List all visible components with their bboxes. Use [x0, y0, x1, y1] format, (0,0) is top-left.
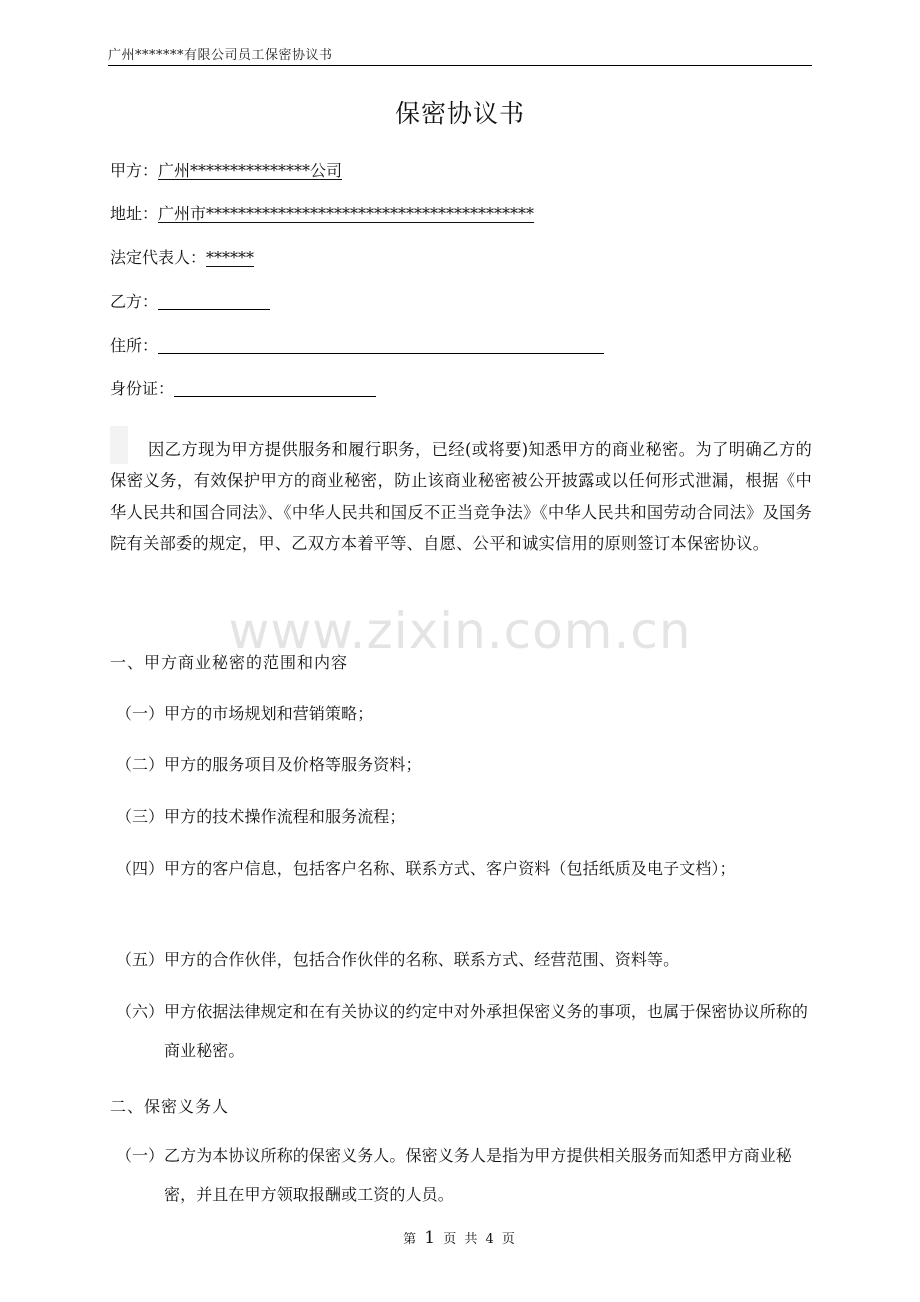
section-1-item-4 — [116, 849, 816, 888]
residence-blank[interactable] — [158, 337, 604, 354]
item-text: 甲方的服务项目及价格等服务资料； — [164, 755, 422, 774]
party-a-label: 甲方： — [110, 161, 159, 180]
id-blank[interactable] — [174, 380, 376, 397]
section-2-heading: 二、保密义务人 — [110, 1097, 230, 1116]
item-number: （二） — [116, 755, 165, 774]
page-header: 广州*******有限公司员工保密协议书 — [108, 48, 333, 63]
party-a-field — [110, 158, 342, 181]
item-text: 乙方为本协议所称的保密义务人。保密义务人是指为甲方提供相关服务而知悉甲方商业秘密，并且在甲方领取报酬或工资的人员。 — [164, 1146, 792, 1204]
item-text: 甲方依据法律规定和在有关协议的约定中对外承担保密义务的事项，也属于保密协议所称的商业秘密。 — [164, 1002, 809, 1060]
section-1-item-6 — [116, 992, 816, 1070]
section-1-item-3 — [116, 797, 816, 836]
residence-field — [110, 333, 604, 356]
item-text: 甲方的技术操作流程和服务流程； — [164, 807, 406, 826]
item-text: 甲方的客户信息，包括客户名称、联系方式、客户资料（包括纸质及电子文档）； — [164, 859, 736, 878]
legal-rep-label: 法定代表人： — [110, 248, 207, 267]
address-field — [110, 201, 534, 224]
section-1-item-1 — [116, 694, 816, 733]
address-value: 广州市***************************************** — [158, 204, 535, 223]
footer-prefix: 第 — [403, 1232, 419, 1247]
footer-mid: 页 共 — [443, 1232, 480, 1247]
residence-label: 住所： — [110, 336, 159, 355]
legal-rep-value: ****** — [206, 248, 255, 267]
party-b-blank[interactable] — [158, 293, 270, 310]
item-number: （六） — [116, 1002, 165, 1021]
header-rule — [108, 65, 812, 66]
intro-paragraph: 因乙方现为甲方提供服务和履行职务，已经(或将要)知悉甲方的商业秘密。为了明确乙方的保密义务，有效保护甲方的商业秘密，防止该商业秘密被公开披露或以任何形式泄漏，根据《中华人民共和国合同法》、《中华人民共和国反不正当竞争法》《中华人民共和国劳动合同法》及国务院有关部委的规定，甲、乙双方本着平等、自愿、公平和诚实信用的原则签订本保密协议。 — [110, 440, 812, 554]
item-number: （一） — [116, 1146, 165, 1165]
id-field — [110, 376, 376, 399]
section-1-heading: 一、甲方商业秘密的范围和内容 — [110, 653, 349, 672]
watermark: www.zixin.com.cn — [228, 602, 692, 660]
footer-total-pages: 4 — [485, 1232, 496, 1247]
item-number: （一） — [116, 704, 165, 723]
id-label: 身份证： — [110, 379, 175, 398]
footer-page-number: 1 — [424, 1228, 438, 1248]
party-a-value: 广州***************公司 — [158, 161, 343, 180]
item-text: 甲方的合作伙伴，包括合作伙伴的名称、联系方式、经营范围、资料等。 — [164, 950, 680, 969]
item-number: （四） — [116, 859, 165, 878]
page-footer — [0, 1228, 920, 1248]
party-b-label: 乙方： — [110, 292, 159, 311]
item-text: 甲方的市场规划和营销策略； — [164, 704, 374, 723]
address-label: 地址： — [110, 204, 159, 223]
legal-rep-field — [110, 245, 254, 268]
item-number: （五） — [116, 950, 165, 969]
footer-suffix: 页 — [501, 1232, 517, 1247]
section-1-item-5 — [116, 940, 816, 979]
section-2-item-1 — [116, 1136, 816, 1214]
section-1-item-2 — [116, 745, 816, 784]
item-number: （三） — [116, 807, 165, 826]
document-title: 保密协议书 — [394, 99, 525, 128]
party-b-field — [110, 289, 270, 312]
